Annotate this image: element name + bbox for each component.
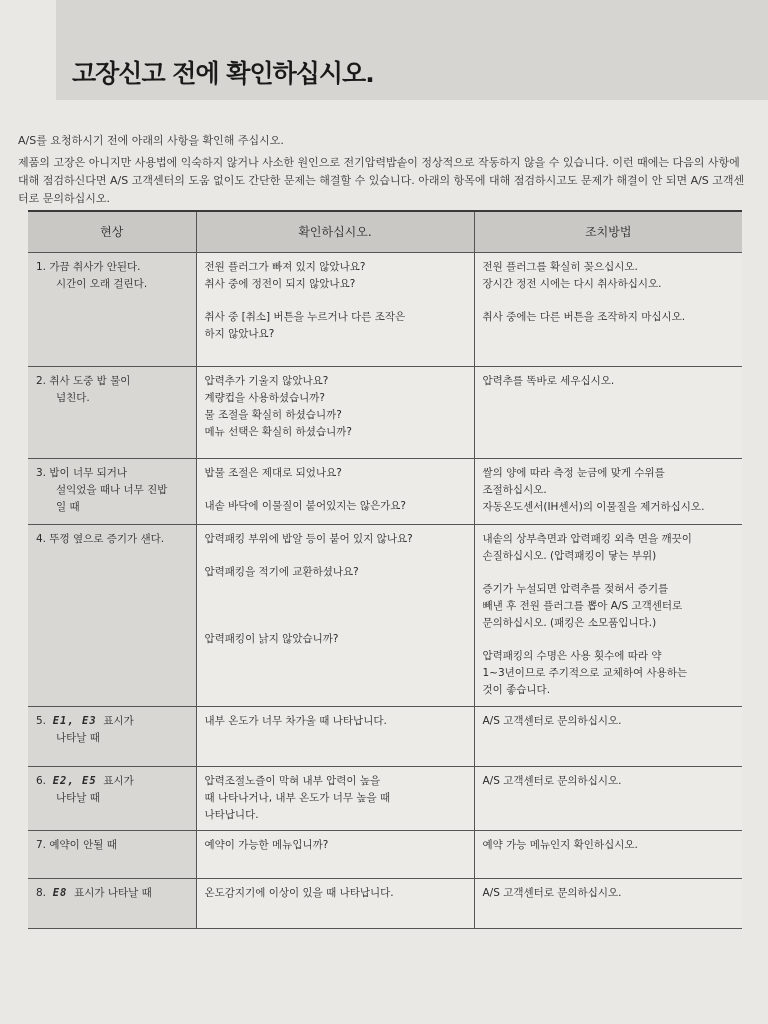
symptom-text: 8. E8 표시가 나타날 때 [36,887,152,899]
header-symptom: 현상 [28,211,196,253]
action-text: 빼낸 후 전원 플러그를 뽑아 A/S 고객센터로 [482,600,683,612]
action-text: 문의하십시오. (패킹은 소모품입니다.) [482,617,657,629]
check-text: 내부 온도가 너무 차가울 때 나타납니다. [204,715,387,727]
check-cell [196,767,474,831]
check-text: 취사 중 [취소] 버튼을 누르거나 다른 조작은 [204,311,406,323]
action-text: 장시간 정전 시에는 다시 취사하십시오. [482,278,662,290]
action-cell [474,525,742,707]
check-text: 내솥 바닥에 이물질이 붙어있지는 않은가요? [204,500,406,512]
action-text: A/S 고객센터로 문의하십시오. [482,715,622,727]
action-text: A/S 고객센터로 문의하십시오. [482,775,622,787]
action-text: 압력패킹의 수명은 사용 횟수에 따라 약 [482,650,662,662]
table-row [28,831,742,879]
action-text: A/S 고객센터로 문의하십시오. [482,887,622,899]
symptom-cell [28,831,196,879]
check-text: 전원 플러그가 빠져 있지 않았나요? [204,261,366,273]
page-title: 고장신고 전에 확인하십시오. [72,59,374,88]
check-text: 물 조절을 확실히 하셨습니까? [204,409,342,421]
action-cell [474,707,742,767]
symptom-text: 4. 뚜껑 옆으로 증기가 샌다. [36,533,165,545]
table-row [28,525,742,707]
table-row [28,707,742,767]
check-cell [196,879,474,929]
action-text: 증기가 누설되면 압력추를 젖혀서 증기를 [482,583,669,595]
action-text: 내솥의 상부측면과 압력패킹 외측 면을 깨끗이 [482,533,692,545]
symptom-cell [28,879,196,929]
error-code: E8 [52,887,68,899]
check-text: 밥물 조절은 제대로 되었나요? [204,467,342,479]
table-row [28,459,742,525]
symptom-text: 시간이 오래 걸린다. [56,278,148,290]
symptom-cell [28,253,196,367]
action-text: 전원 플러그를 확실히 꽂으십시오. [482,261,638,273]
action-text: 쌀의 양에 따라 측정 눈금에 맞게 수위를 [482,467,665,479]
check-text: 계량컵을 사용하셨습니까? [204,392,325,404]
check-text: 취사 중에 정전이 되지 않았나요? [204,278,356,290]
check-text: 메뉴 선택은 확실히 하셨습니까? [204,426,352,438]
error-code: E1, E3 [52,715,97,727]
table-row [28,879,742,929]
table-row [28,367,742,459]
symptom-text: 3. 밥이 너무 되거나 [36,467,128,479]
intro-body: 제품의 고장은 아니지만 사용법에 익숙하지 않거나 사소한 원인으로 전기압력밥솥이 정상적으로 작동하지 않을 수 있습니다. 이런 때에는 다음의 사항에 대해 점검하신다면 A/S 고객센터의 도움 없이도 간단한 문제는 해결할 수 있습니다. 아래의 항목에 대해 점검하시고도 문제가 해결이 안 되면 A/S 고객센터로 문의하십시오. [18,156,745,205]
action-text: 예약 가능 메뉴인지 확인하십시오. [482,839,638,851]
check-text: 압력패킹이 낡지 않았습니까? [204,633,339,645]
action-cell [474,367,742,459]
check-text: 예약이 가능한 메뉴입니까? [204,839,329,851]
action-text: 취사 중에는 다른 버튼을 조작하지 마십시오. [482,311,686,323]
symptom-cell [28,525,196,707]
action-text: 압력추를 똑바로 세우십시오. [482,375,615,387]
action-cell [474,459,742,525]
table-row [28,253,742,367]
table-header-row [28,211,742,253]
intro-lead: A/S를 요청하시기 전에 아래의 사항을 확인해 주십시오. [18,134,284,147]
check-text: 때 나타나거나, 내부 온도가 너무 높을 때 [204,792,391,804]
symptom-text: 7. 예약이 안될 때 [36,839,117,851]
check-cell [196,707,474,767]
check-cell [196,459,474,525]
error-code: E2, E5 [52,775,97,787]
action-text: 1~3년이므로 주기적으로 교체하여 사용하는 [482,667,688,679]
action-text: 자동온도센서(IH센서)의 이물질을 제거하십시오. [482,501,705,513]
check-cell [196,831,474,879]
check-text: 압력패킹 부위에 밥알 등이 붙어 있지 않나요? [204,533,413,545]
symptom-text: 일 때 [56,501,80,513]
check-cell [196,367,474,459]
symptom-text: 설익었을 때나 너무 진밥 [56,484,168,496]
symptom-cell [28,459,196,525]
symptom-text: 5. E1, E3 표시가 [36,715,134,727]
action-text: 것이 좋습니다. [482,684,551,696]
troubleshooting-table [28,210,742,929]
header-check: 확인하십시오. [196,211,474,253]
action-text: 손질하십시오. (압력패킹이 닿는 부위) [482,550,657,562]
check-text: 압력추가 기울지 않았나요? [204,375,329,387]
action-cell [474,831,742,879]
symptom-cell [28,767,196,831]
check-text: 하지 않았나요? [204,328,275,340]
action-cell [474,879,742,929]
check-text: 압력조절노즐이 막혀 내부 압력이 높을 [204,775,381,787]
check-cell [196,253,474,367]
header-action: 조치방법 [474,211,742,253]
check-text: 나타납니다. [204,809,259,821]
symptom-text: 나타날 때 [56,732,100,744]
action-cell [474,767,742,831]
check-cell [196,525,474,707]
check-text: 압력패킹을 적기에 교환하셨나요? [204,566,359,578]
symptom-text: 넘친다. [56,392,90,404]
table-row [28,767,742,831]
action-text: 조절하십시오. [482,484,547,496]
intro-text [18,132,748,208]
action-cell [474,253,742,367]
check-text: 온도감지기에 이상이 있을 때 나타납니다. [204,887,394,899]
symptom-cell [28,707,196,767]
symptom-text: 2. 취사 도중 밥 물이 [36,375,131,387]
symptom-text: 6. E2, E5 표시가 [36,775,134,787]
symptom-cell [28,367,196,459]
symptom-text: 1. 가끔 취사가 안된다. [36,261,141,273]
symptom-text: 나타날 때 [56,792,100,804]
